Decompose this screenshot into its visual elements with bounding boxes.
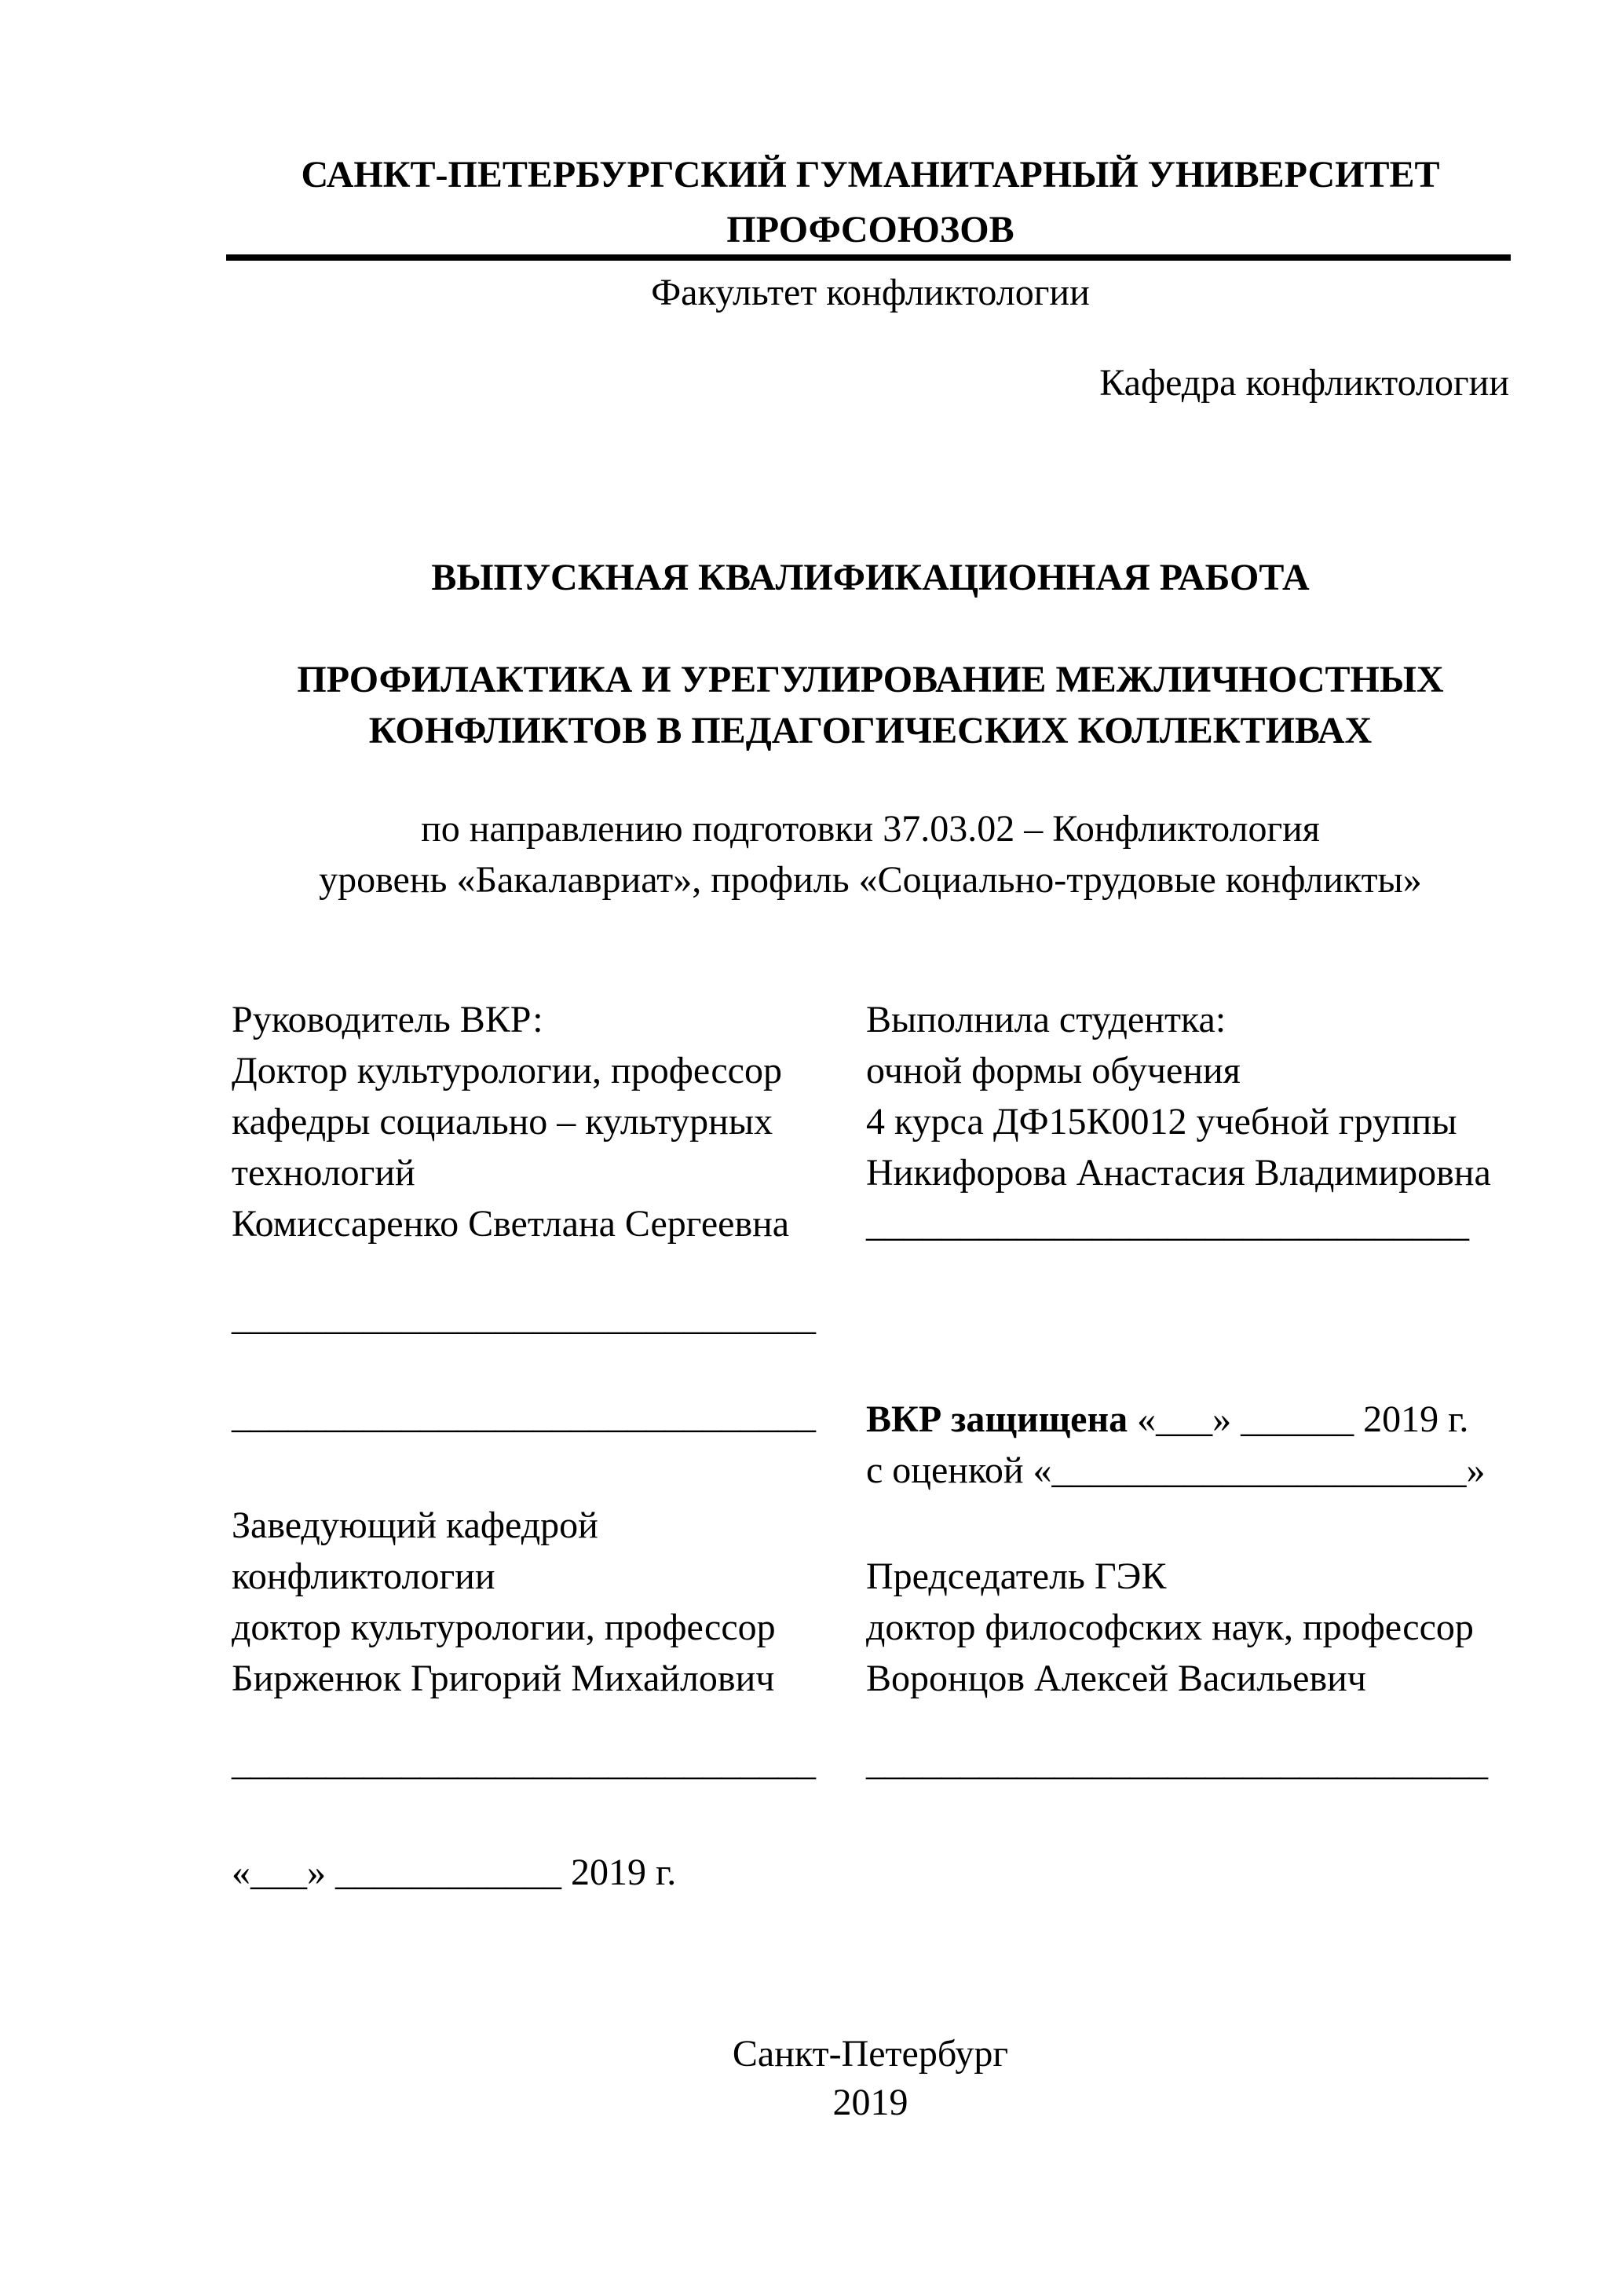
thesis-title-line2: КОНФЛИКТОВ В ПЕДАГОГИЧЕСКИХ КОЛЛЕКТИВАХ [368, 710, 1373, 751]
advisor-degree-line1: Доктор культурологии, профессор [232, 1050, 782, 1091]
department-head-degree-line: доктор культурологии, профессор [232, 1607, 776, 1648]
university-name-line1: САНКТ-ПЕТЕРБУРГСКИЙ ГУМАНИТАРНЫЙ УНИВЕРСИТЕТ [301, 154, 1440, 196]
department-head-name: Бирженюк Григорий Михайлович [232, 1658, 775, 1699]
student-block [866, 994, 1518, 1249]
advisor-degree-line3: технологий [232, 1152, 415, 1194]
work-type-heading: ВЫПУСКНАЯ КВАЛИФИКАЦИОННАЯ РАБОТА [431, 557, 1310, 598]
faculty-line: Факультет конфликтологии [651, 272, 1090, 313]
student-role-label: Выполнила студентка: [866, 999, 1226, 1040]
year-line: 2019 [832, 2082, 908, 2123]
department-head-signature-line: _______________________________ [232, 1742, 816, 1783]
defense-date-value: «___» ______ 2019 г. [1137, 1398, 1469, 1440]
defense-grade-line: с оценкой «______________________» [866, 1450, 1486, 1491]
program-line: по направлению подготовки 37.03.02 – Конфликтология [421, 808, 1320, 850]
thesis-title-line1: ПРОФИЛАКТИКА И УРЕГУЛИРОВАНИЕ МЕЖЛИЧНОСТНЫХ [297, 659, 1444, 700]
chairman-role-label: Председатель ГЭК [866, 1556, 1167, 1597]
department-line: Кафедра конфликтологии [1099, 362, 1509, 404]
student-name: Никифорова Анастасия Владимировна [866, 1152, 1491, 1194]
header-divider-rule [226, 254, 1511, 261]
advisor-signature-line1: _______________________________ [232, 1296, 816, 1338]
level-profile-line: уровень «Бакалавриат», профиль «Социально-трудовые конфликты» [319, 859, 1422, 901]
chairman-name: Воронцов Алексей Васильевич [866, 1658, 1366, 1699]
advisor-name: Комиссаренко Светлана Сергеевна [232, 1203, 790, 1245]
advisor-degree-line2: кафедры социально – культурных [232, 1101, 773, 1143]
city-line: Санкт-Петербург [732, 2033, 1009, 2075]
department-head-block [232, 1500, 856, 1704]
chairman-block [866, 1551, 1518, 1704]
department-head-date-line: «___» ____________ 2019 г. [232, 1852, 677, 1893]
department-head-role-line2: конфликтологии [232, 1556, 495, 1597]
defense-date-label: ВКР защищена [866, 1398, 1128, 1440]
university-name-line2: ПРОФСОЮЗОВ [726, 209, 1014, 250]
defense-date-line [866, 1394, 1468, 1445]
chairman-degree-line: доктор философских наук, профессор [866, 1607, 1474, 1648]
advisor-signature-line2: _______________________________ [232, 1395, 816, 1436]
chairman-signature-line: _________________________________ [866, 1742, 1488, 1783]
student-info-line1: очной формы обучения [866, 1050, 1241, 1091]
advisor-block [232, 994, 856, 1249]
student-info-line2: 4 курса ДФ15К0012 учебной группы [866, 1101, 1457, 1143]
department-head-role-line1: Заведующий кафедрой [232, 1504, 598, 1546]
advisor-role-label: Руководитель ВКР: [232, 999, 543, 1040]
student-signature-line: ________________________________ [866, 1203, 1469, 1245]
